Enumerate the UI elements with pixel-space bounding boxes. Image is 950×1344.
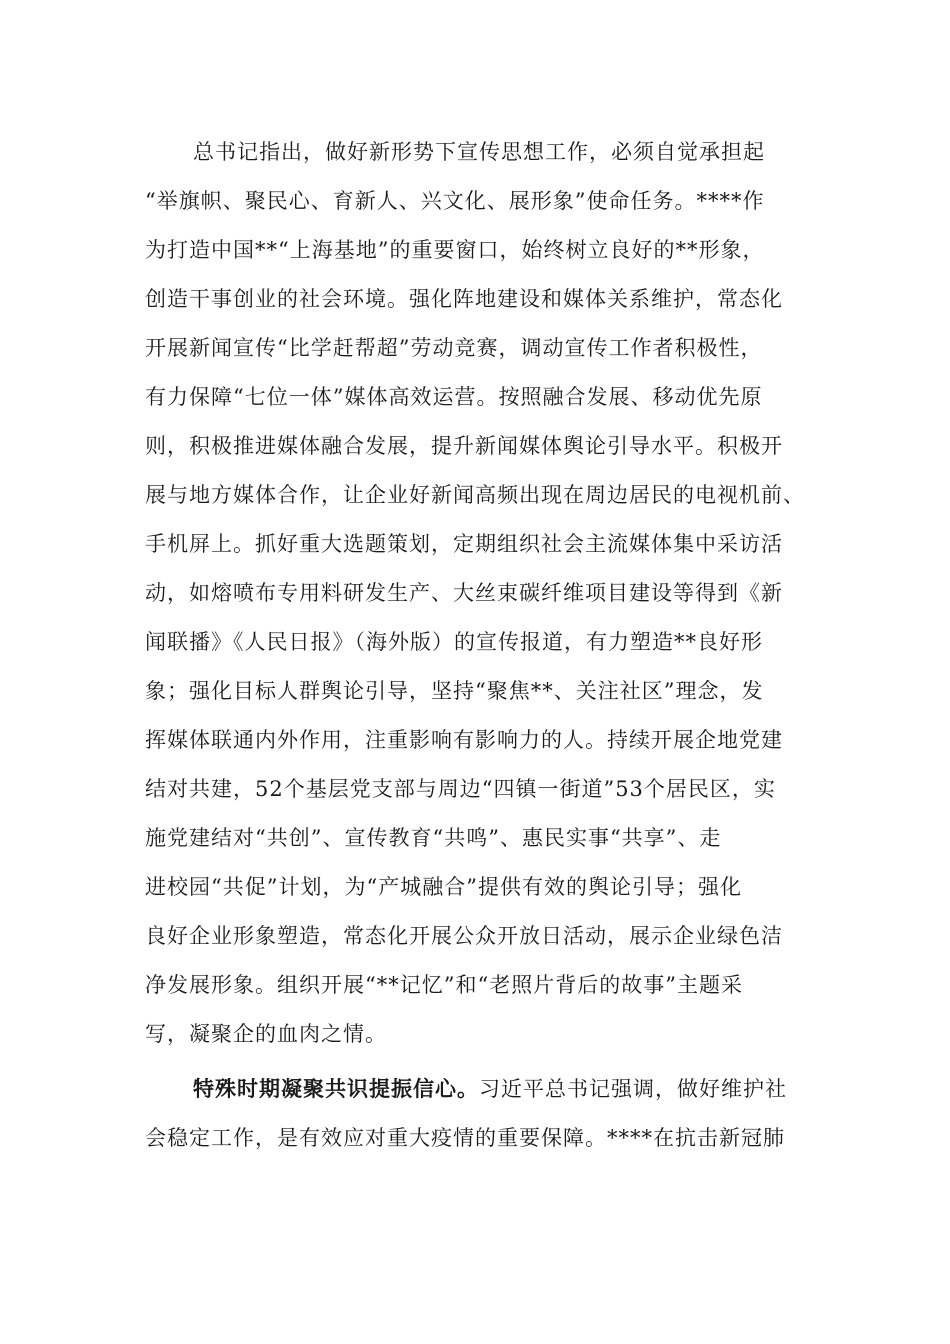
paragraph-2-heading: 特殊时期凝聚共识提振信心。 xyxy=(193,1076,479,1101)
paragraph-1-line: 象；强化目标人群舆论引导，坚持“聚焦**、关注社区”理念，发 xyxy=(145,679,764,703)
paragraph-1-line: 良好企业形象塑造，常态化开展公众开放日活动，展示企业绿色洁 xyxy=(145,924,783,948)
paragraph-2-line: 会稳定工作，是有效应对重大疫情的重要保障。****在抗击新冠肺 xyxy=(145,1126,785,1150)
paragraph-1-line: 净发展形象。组织开展“**记忆”和“老照片背后的故事”主题采 xyxy=(145,973,743,997)
paragraph-1-line: 施党建结对“共创”、宣传教育“共鸣”、惠民实事“共享”、走 xyxy=(145,826,722,850)
paragraph-1-line: 写，凝聚企的血肉之情。 xyxy=(145,1022,387,1046)
document-body xyxy=(145,132,825,1167)
paragraph-1-line: 闻联播》《人民日报》（海外版）的宣传报道，有力塑造**良好形 xyxy=(145,630,763,654)
paragraph-1-line: 展与地方媒体合作，让企业好新闻高频出现在周边居民的电视机前、 xyxy=(145,483,805,507)
paragraph-1-line: 动，如熔喷布专用料研发生产、大丝束碳纤维项目建设等得到《新 xyxy=(145,581,783,605)
paragraph-1-line: 创造干事创业的社会环境。强化阵地建设和媒体关系维护，常态化 xyxy=(145,287,783,311)
paragraph-1-line: 总书记指出，做好新形势下宣传思想工作，必须自觉承担起 xyxy=(193,140,765,164)
paragraph-1-line: 有力保障“七位一体”媒体高效运营。按照融合发展、移动优先原 xyxy=(145,385,763,409)
paragraph-1-line: 开展新闻宣传“比学赶帮超”劳动竞赛，调动宣传工作者积极性， xyxy=(145,336,763,360)
paragraph-1-line: 进校园“共促”计划，为“产城融合”提供有效的舆论引导；强化 xyxy=(145,875,742,899)
paragraph-2-line xyxy=(145,1069,825,1118)
paragraph-1-line: 挥媒体联通内外作用，注重影响有影响力的人。持续开展企地党建 xyxy=(145,728,783,752)
paragraph-1-line: 则，积极推进媒体融合发展，提升新闻媒体舆论引导水平。积极开 xyxy=(145,434,783,458)
paragraph-1-line: “举旗帜、聚民心、育新人、兴文化、展形象”使命任务。****作 xyxy=(145,189,765,213)
paragraph-2-text: 习近平总书记强调，做好维护社 xyxy=(479,1077,787,1101)
paragraph-1-line: 结对共建，52个基层党支部与周边“四镇一街道”53个居民区，实 xyxy=(145,777,776,801)
paragraph-1-line: 为打造中国**“上海基地”的重要窗口，始终树立良好的**形象， xyxy=(145,238,765,262)
paragraph-1-line: 手机屏上。抓好重大选题策划，定期组织社会主流媒体集中采访活 xyxy=(145,532,783,556)
